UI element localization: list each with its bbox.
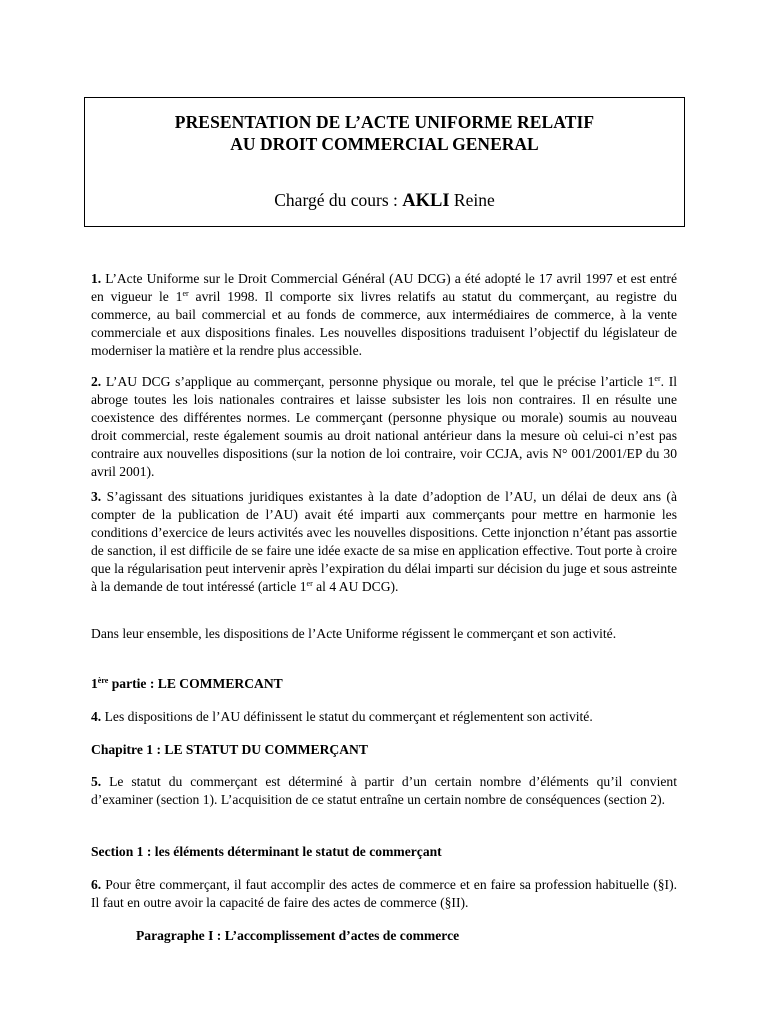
paragraph-text: Le statut du commerçant est déterminé à partir d’un certain nombre d’éléments qu’il convient d’examiner (section 1). L’acquisition de ce statut entraîne un certain nombre de conséquences (section 2). [91, 774, 677, 807]
paragraph-text: Les dispositions de l’AU définissent le statut du commerçant et réglementent son activité. [101, 709, 593, 724]
paragraph-number: 1. [91, 271, 102, 286]
instructor-last-name: AKLI [402, 191, 450, 211]
section-heading: Section 1 : les éléments déterminant le statut de commerçant [91, 844, 442, 859]
paragraph-3 [91, 488, 677, 596]
paragraphe-heading: Paragraphe I : L’accomplissement d’actes de commerce [136, 928, 460, 943]
superscript: er [654, 374, 661, 383]
instructor-label: Chargé du cours : [274, 190, 403, 210]
paragraph-text: avril 1998. Il comporte six livres relatifs au statut du commerçant, au registre du commerce, au bail commercial et au fonds de commerce, aux intermédiaires de commerce, à la vente commerciale et aux dispositions finales. Les nouvelles dispositions traduisent l’objectif du législateur de moderniser la matière et la rendre plus accessible. [91, 289, 677, 358]
paragraph-number: 3. [91, 489, 102, 504]
paragraph-2 [91, 373, 677, 481]
document-title-line1: PRESENTATION DE L’ACTE UNIFORME RELATIF [174, 112, 595, 132]
superscript: er [182, 289, 189, 298]
paragraph-ensemble: Dans leur ensemble, les dispositions de l’Acte Uniforme régissent le commerçant et son activité. [91, 626, 617, 641]
paragraph-number: 2. [91, 374, 102, 389]
paragraph-5 [91, 773, 677, 809]
instructor-first-name: Reine [449, 190, 495, 210]
paragraph-text: L’AU DCG s’applique au commerçant, personne physique ou morale, tel que le précise l’article 1 [101, 374, 655, 389]
paragraph-4 [91, 708, 677, 726]
instructor-line [85, 190, 684, 212]
paragraph-6 [91, 876, 677, 912]
paragraph-number: 6. [91, 877, 102, 892]
heading-number: 1 [91, 676, 98, 691]
document-title-line2: AU DROIT COMMERCIAL GENERAL [230, 134, 539, 154]
chapitre-heading: Chapitre 1 : LE STATUT DU COMMERÇANT [91, 742, 368, 757]
paragraph-text: L’Acte Uniforme sur le Droit Commercial Général (AU DCG) a été adopté le 17 avril 1997 et est entré en vigueur le 1 [91, 271, 677, 304]
paragraph-text: S’agissant des situations juridiques existantes à la date d’adoption de l’AU, un délai de deux ans (à compter de la publication de l’AU) avait été imparti aux commerçants pour mettre en harmonie les conditions d’exercice de leurs activités avec les nouvelles dispositions. Cette injonction n’étant pas assortie de sanction, il est difficile de se faire une idée exacte de sa mise en application effective. Tout porte à croire que la régularisation peut intervenir après l’expiration du délai imparti sur décision du juge et sous astreinte à la demande de tout intéressé (article 1 [91, 489, 677, 594]
superscript: ère [97, 676, 109, 685]
paragraph-number: 4. [91, 709, 102, 724]
paragraph-1 [91, 270, 677, 360]
heading-text: partie : LE COMMERCANT [108, 676, 283, 691]
title-box [84, 97, 685, 227]
superscript: er [306, 579, 313, 588]
partie-heading [91, 675, 677, 693]
paragraph-number: 5. [91, 774, 102, 789]
paragraph-text: . Il abroge toutes les lois nationales contraires et laisse subsister les lois non contraires. Il en résulte une coexistence des différentes normes. Le commerçant (personne physique ou morale) soumis au nouveau droit commercial, reste également soumis au droit national antérieur dans la mesure où celui-ci n’est pas contraire aux nouvelles dispositions (sur la notion de loi contraire, voir CCJA, avis N° 001/2001/EP du 30 avril 2001). [91, 374, 677, 479]
paragraph-text: Pour être commerçant, il faut accomplir des actes de commerce et en faire sa profession habituelle (§I). Il faut en outre avoir la capacité de faire des actes de commerce (§II). [91, 877, 677, 910]
paragraph-text: al 4 AU DCG). [312, 579, 399, 594]
